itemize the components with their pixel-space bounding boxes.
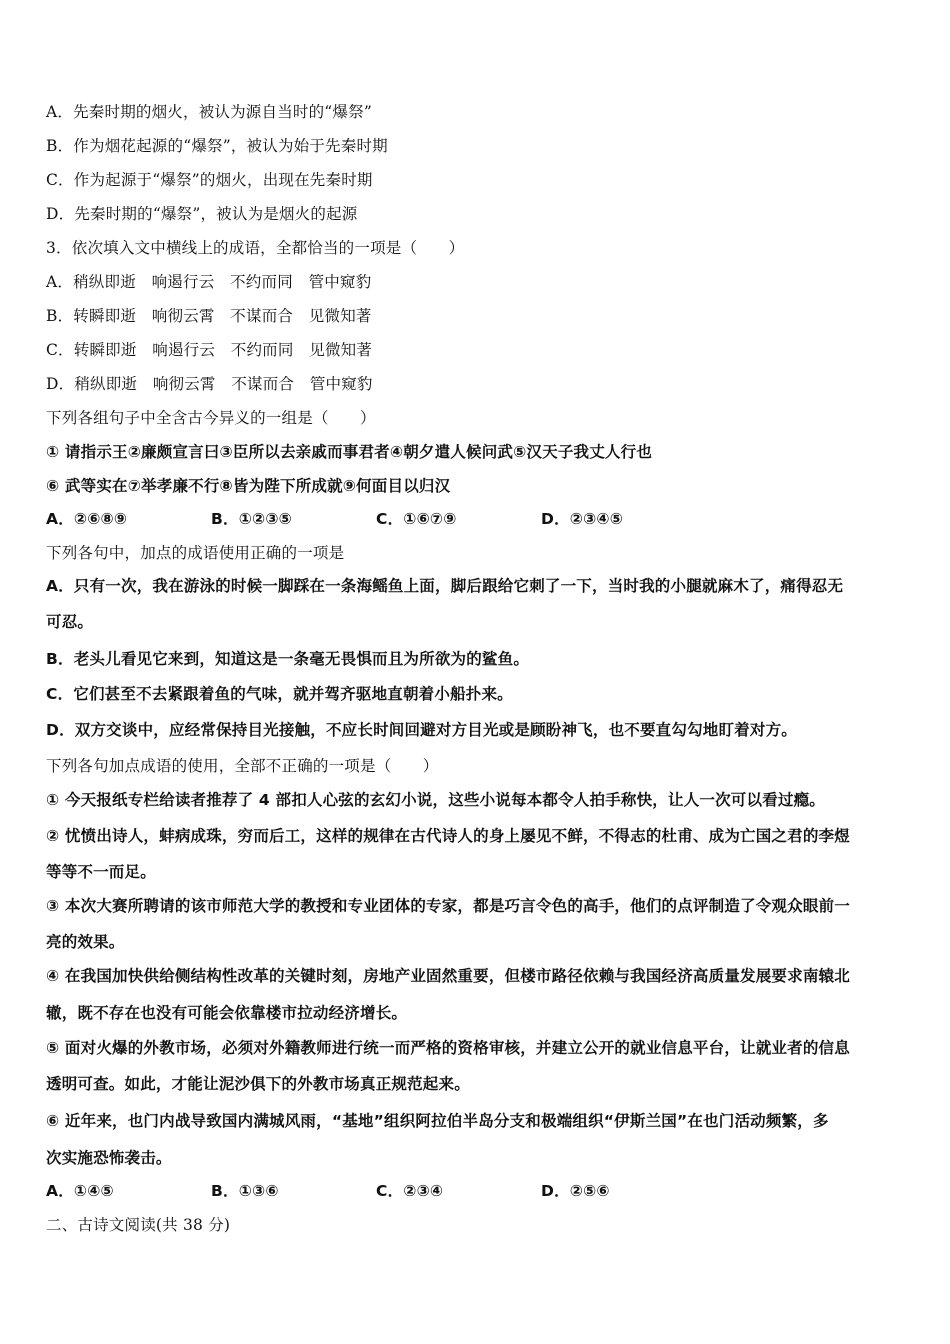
prev-option-b: B．作为烟花起源的“爆祭”，被认为始于先秦时期 bbox=[46, 137, 388, 155]
q4-option-c: C．①⑥⑦⑨ bbox=[376, 510, 457, 528]
q6-sentence-3-line1: ③ 本次大赛所聘请的该市师范大学的教授和专业团体的专家，都是巧言令色的高手，他们的点评制造了令观众眼前一 bbox=[46, 897, 850, 915]
prev-option-c: C．作为起源于“爆祭”的烟火，出现在先秦时期 bbox=[46, 171, 373, 189]
q6-sentence-3-line2: 亮的效果。 bbox=[46, 933, 125, 951]
q4-option-d: D．②③④⑤ bbox=[541, 510, 624, 528]
q5-option-c: C．它们甚至不去紧跟着鱼的气味，就并驾齐驱地直朝着小船扑来。 bbox=[46, 685, 513, 703]
prev-option-a: A．先秦时期的烟火，被认为源自当时的“爆祭” bbox=[46, 103, 372, 121]
q4-options bbox=[46, 509, 906, 529]
q6-options bbox=[46, 1181, 906, 1201]
q6-sentence-6-line1: ⑥ 近年来，也门内战导致国内满城风雨，“基地”组织阿拉伯半岛分支和极端组织“伊斯兰国”在也门活动频繁，多 bbox=[46, 1112, 829, 1130]
q3-stem: 3．依次填入文中横线上的成语，全都恰当的一项是（ ） bbox=[46, 239, 465, 257]
q3-option-a: A．稍纵即逝 响遏行云 不约而同 管中窥豹 bbox=[46, 273, 372, 291]
q4-option-a: A．②⑥⑧⑨ bbox=[46, 510, 128, 528]
q6-stem: 下列各句加点成语的使用，全部不正确的一项是（ ） bbox=[46, 757, 439, 775]
q3-option-c: C．转瞬即逝 响遏行云 不约而同 见微知著 bbox=[46, 341, 373, 359]
q6-sentence-5-line2: 透明可查。如此，才能让泥沙俱下的外教市场真正规范起来。 bbox=[46, 1075, 470, 1093]
q6-sentence-2-line2: 等等不一而足。 bbox=[46, 863, 156, 881]
q4-option-b: B．①②③⑤ bbox=[211, 510, 293, 528]
q6-sentence-5-line1: ⑤ 面对火爆的外教市场，必须对外籍教师进行统一而严格的资格审核，并建立公开的就业信息平台，让就业者的信息 bbox=[46, 1039, 850, 1057]
q3-option-d: D．稍纵即逝 响彻云霄 不谋而合 管中窥豹 bbox=[46, 375, 373, 393]
q6-sentence-1: ① 今天报纸专栏给读者推荐了 4 部扣人心弦的玄幻小说，这些小说每本都令人拍手称快，让人一次可以看过瘾。 bbox=[46, 791, 826, 809]
q4-sentences-line1: ① 请指示王②廉颇宣言曰③臣所以去亲戚而事君者④朝夕遣人候问武⑤汉天子我丈人行也 bbox=[46, 443, 653, 461]
q5-stem: 下列各句中，加点的成语使用正确的一项是 bbox=[46, 544, 345, 562]
section-2-heading: 二、古诗文阅读(共 38 分) bbox=[46, 1216, 231, 1234]
q6-sentence-2-line1: ② 忧愤出诗人，蚌病成珠，穷而后工，这样的规律在古代诗人的身上屡见不鲜，不得志的杜甫、成为亡国之君的李煜 bbox=[46, 827, 850, 845]
q4-stem: 下列各组句子中全含古今异义的一组是（ ） bbox=[46, 409, 376, 427]
q5-option-a-line1: A．只有一次，我在游泳的时候一脚踩在一条海鳐鱼上面，脚后跟给它刺了一下，当时我的小腿就麻木了，痛得忍无 bbox=[46, 577, 844, 595]
q5-option-d: D．双方交谈中，应经常保持目光接触，不应长时间回避对方目光或是顾盼神飞，也不要直勾勾地盯着对方。 bbox=[46, 721, 797, 739]
q3-option-b: B．转瞬即逝 响彻云霄 不谋而合 见微知著 bbox=[46, 307, 372, 325]
q6-option-a: A．①④⑤ bbox=[46, 1182, 114, 1200]
q5-option-b: B．老头儿看见它来到，知道这是一条毫无畏惧而且为所欲为的鲨鱼。 bbox=[46, 650, 530, 668]
q6-sentence-4-line2: 辙，既不存在也没有可能会依靠楼市拉动经济增长。 bbox=[46, 1004, 408, 1022]
q4-sentences-line2: ⑥ 武等实在⑦举孝廉不行⑧皆为陛下所成就⑨何面目以归汉 bbox=[46, 477, 451, 495]
q5-option-a-line2: 可忍。 bbox=[46, 613, 94, 631]
q6-sentence-6-line2: 次实施恐怖袭击。 bbox=[46, 1149, 172, 1167]
prev-option-d: D．先秦时期的“爆祭”，被认为是烟火的起源 bbox=[46, 205, 358, 223]
q6-option-d: D．②⑤⑥ bbox=[541, 1182, 610, 1200]
q6-option-c: C．②③④ bbox=[376, 1182, 444, 1200]
q6-sentence-4-line1: ④ 在我国加快供给侧结构性改革的关键时刻，房地产业固然重要，但楼市路径依赖与我国经济高质量发展要求南辕北 bbox=[46, 967, 850, 985]
q6-option-b: B．①③⑥ bbox=[211, 1182, 279, 1200]
